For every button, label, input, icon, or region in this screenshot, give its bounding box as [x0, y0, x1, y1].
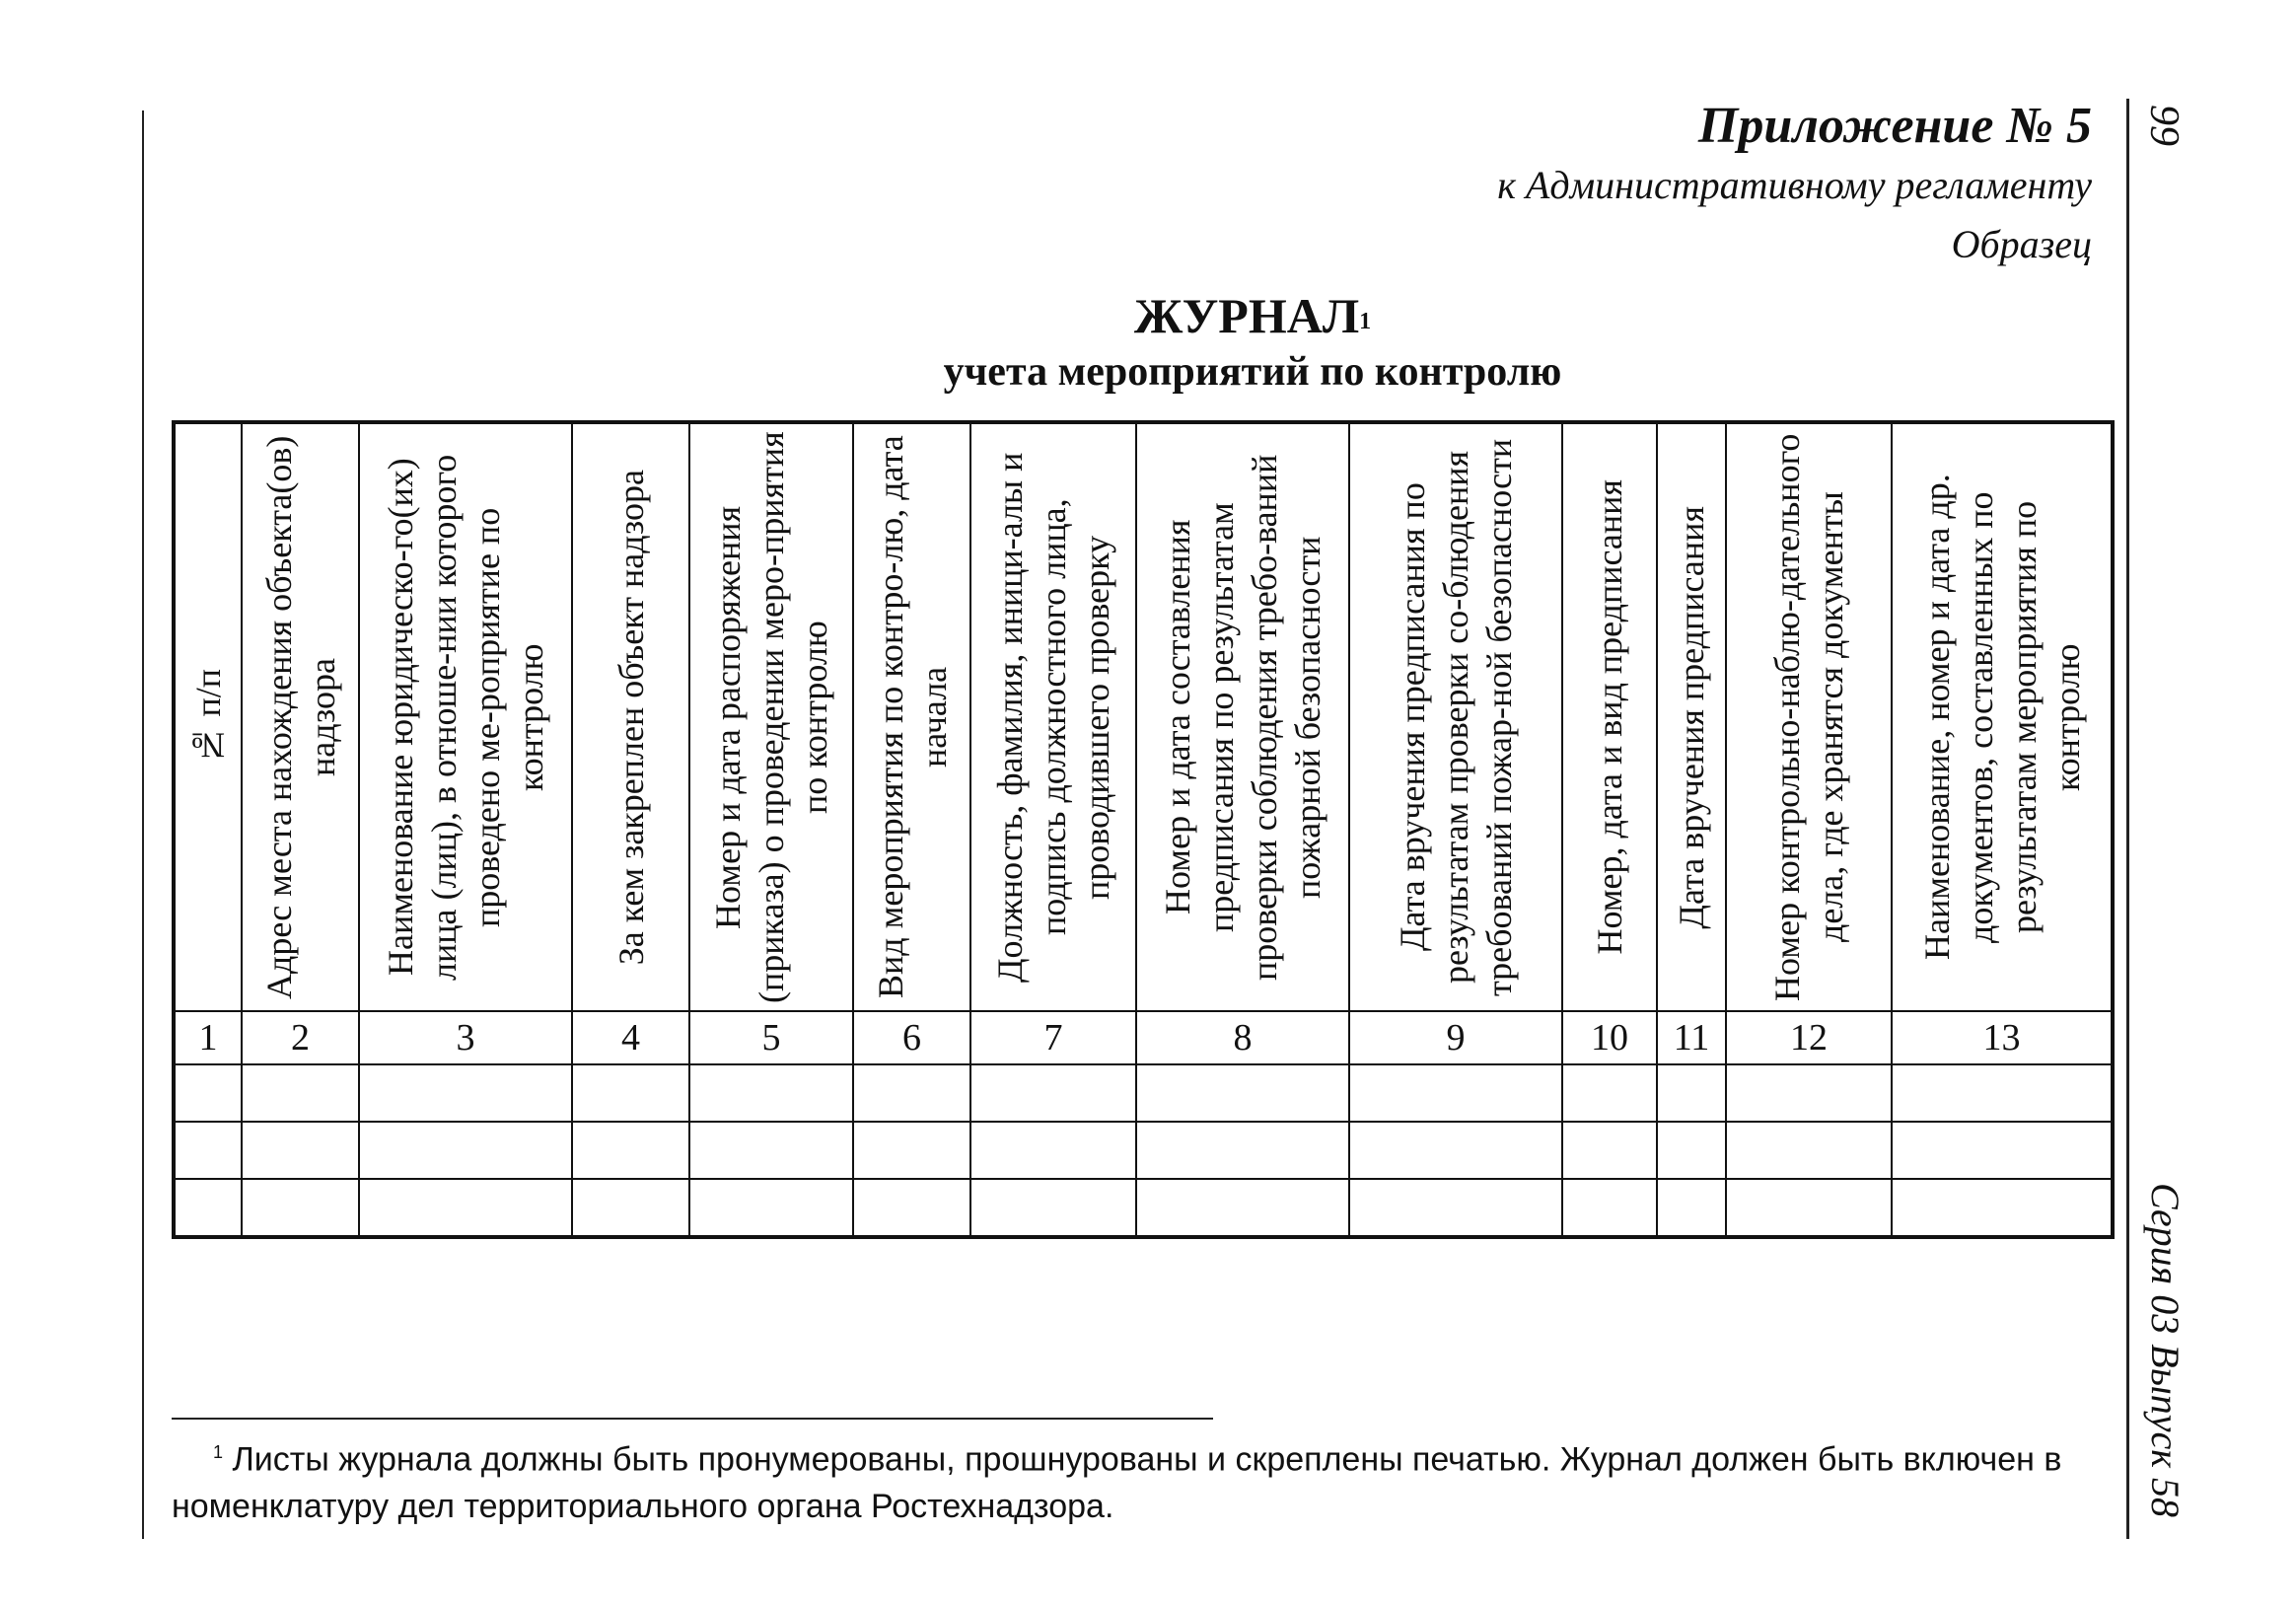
table-cell[interactable]	[970, 1064, 1136, 1122]
table-row	[174, 1064, 2113, 1122]
table-cell[interactable]	[1562, 1064, 1657, 1122]
table-cell[interactable]	[1657, 1179, 1726, 1237]
column-header-text: Наименование, номер и дата др. документов, составленных по результатам мероприятия по контролю	[1916, 474, 2087, 961]
table-cell[interactable]	[1562, 1122, 1657, 1179]
footnote-divider	[172, 1418, 1213, 1420]
column-number-8: 8	[1136, 1011, 1349, 1064]
table-cell[interactable]	[572, 1064, 689, 1122]
table-cell[interactable]	[174, 1179, 242, 1237]
table-cell[interactable]	[1892, 1064, 2113, 1122]
table-cell[interactable]	[1136, 1064, 1349, 1122]
column-header-12	[1726, 422, 1892, 1011]
column-number-1: 1	[174, 1011, 242, 1064]
table-cell[interactable]	[853, 1064, 970, 1122]
table-row	[174, 1122, 2113, 1179]
table-cell[interactable]	[242, 1064, 359, 1122]
table-cell[interactable]	[174, 1064, 242, 1122]
series-label: Серия 03 Выпуск 58	[2143, 1182, 2188, 1517]
table-cell[interactable]	[1136, 1179, 1349, 1237]
sample-label: Образец	[1951, 222, 2092, 266]
footnote	[172, 1428, 2095, 1530]
table-cell[interactable]	[689, 1064, 853, 1122]
footnote-text: Листы журнала должны быть пронумерованы, прошнурованы и скреплены печатью. Журнал должен быть включен в номенклатуру дел территориального органа Ростехнадзора.	[172, 1440, 2062, 1526]
table-cell[interactable]	[242, 1179, 359, 1237]
column-header-text: За кем закреплен объект надзора	[610, 469, 651, 966]
table-cell[interactable]	[1136, 1122, 1349, 1179]
journal-title: ЖУРНАЛ$^1$	[1133, 288, 1372, 343]
table-cell[interactable]	[1349, 1122, 1562, 1179]
table-cell[interactable]	[1726, 1122, 1892, 1179]
column-header-2	[242, 422, 359, 1011]
journal-table	[172, 420, 2115, 1239]
table-cell[interactable]	[572, 1122, 689, 1179]
table-cell[interactable]	[1657, 1064, 1726, 1122]
column-number-5: 5	[689, 1011, 853, 1064]
document-title	[533, 286, 1973, 399]
footnote-number: 1	[213, 1442, 224, 1462]
column-header-text: Дата вручения предписания по результатам проверки со-блюдения требований пожар-ной безопасности	[1393, 438, 1519, 996]
header-row	[174, 422, 2113, 1011]
column-header-text: Должность, фамилия, иници-алы и подпись должностного лица, проводившего проверку	[990, 452, 1116, 983]
table-cell[interactable]	[689, 1122, 853, 1179]
column-header-1	[174, 422, 242, 1011]
table-cell[interactable]	[1349, 1064, 1562, 1122]
column-number-row	[174, 1011, 2113, 1064]
table-cell[interactable]	[1349, 1179, 1562, 1237]
table-cell[interactable]	[242, 1122, 359, 1179]
appendix-header	[1497, 97, 2092, 274]
right-margin-rule	[2126, 99, 2129, 1539]
table-cell[interactable]	[359, 1122, 572, 1179]
column-header-text: Номер и дата распоряжения (приказа) о проведении меро-приятия по контролю	[708, 431, 834, 1003]
page-number: 99	[2141, 105, 2187, 146]
table-cell[interactable]	[572, 1179, 689, 1237]
column-header-text: Номер, дата и вид предписания	[1590, 479, 1629, 955]
column-header-text: Номер и дата составления предписания по результатам проверки соблюдения требо-ваний пожарной безопасности	[1158, 454, 1327, 981]
column-number-10: 10	[1562, 1011, 1657, 1064]
table-row	[174, 1179, 2113, 1237]
table-cell[interactable]	[853, 1179, 970, 1237]
table-cell[interactable]	[853, 1122, 970, 1179]
column-header-text: Адрес места нахождения объекта(ов) надзора	[258, 435, 342, 999]
column-number-9: 9	[1349, 1011, 1562, 1064]
column-header-text: № п/п	[188, 669, 228, 766]
table-cell[interactable]	[689, 1179, 853, 1237]
column-header-text: Наименование юридическо-го(их) лица (лиц), в отноше-нии которого проведено ме-роприятие по контролю	[381, 454, 550, 981]
column-number-11: 11	[1657, 1011, 1726, 1064]
column-number-4: 4	[572, 1011, 689, 1064]
table-cell[interactable]	[970, 1122, 1136, 1179]
column-header-3	[359, 422, 572, 1011]
appendix-reference: к Административному регламенту	[1497, 163, 2092, 207]
appendix-title: Приложение № 5	[1697, 98, 2092, 154]
table-cell[interactable]	[1726, 1179, 1892, 1237]
column-header-text: Вид мероприятия по контро-лю, дата начала	[870, 435, 954, 999]
column-number-13: 13	[1892, 1011, 2113, 1064]
column-header-8	[1136, 422, 1349, 1011]
column-number-7: 7	[970, 1011, 1136, 1064]
table-cell[interactable]	[1657, 1122, 1726, 1179]
column-header-4	[572, 422, 689, 1011]
table-cell[interactable]	[174, 1122, 242, 1179]
footnote-mark: 1	[1359, 309, 1372, 334]
journal-subtitle: учета мероприятий по контролю	[943, 349, 1562, 395]
column-number-3: 3	[359, 1011, 572, 1064]
table-cell[interactable]	[970, 1179, 1136, 1237]
table-cell[interactable]	[1726, 1064, 1892, 1122]
column-number-6: 6	[853, 1011, 970, 1064]
column-header-text: Дата вручения предписания	[1672, 505, 1711, 929]
table-cell[interactable]	[359, 1179, 572, 1237]
column-header-11	[1657, 422, 1726, 1011]
column-header-9	[1349, 422, 1562, 1011]
column-header-7	[970, 422, 1136, 1011]
column-header-text: Номер контрольно-наблю-дательного дела, где хранятся документы	[1767, 433, 1850, 1001]
column-header-13	[1892, 422, 2113, 1011]
table-cell[interactable]	[1562, 1179, 1657, 1237]
table-cell[interactable]	[359, 1064, 572, 1122]
column-header-6	[853, 422, 970, 1011]
column-number-12: 12	[1726, 1011, 1892, 1064]
column-header-5	[689, 422, 853, 1011]
left-margin-rule	[142, 110, 144, 1539]
column-number-2: 2	[242, 1011, 359, 1064]
column-header-10	[1562, 422, 1657, 1011]
table-cell[interactable]	[1892, 1179, 2113, 1237]
table-cell[interactable]	[1892, 1122, 2113, 1179]
